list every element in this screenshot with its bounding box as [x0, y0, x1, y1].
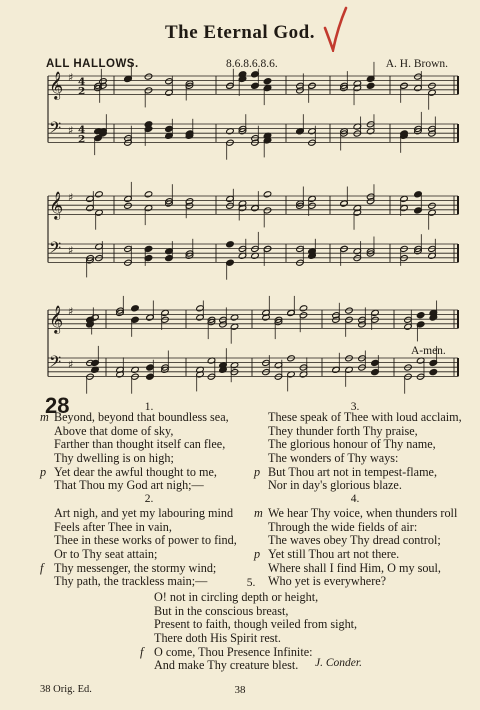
note-head — [124, 202, 132, 209]
verse-line-text: O come, Thou Presence Infinite: — [154, 644, 313, 659]
treble-clef: 𝄞 — [49, 305, 64, 333]
verse-line — [140, 632, 357, 646]
verse-line — [254, 534, 464, 548]
key-signature-sharp: ♯ — [68, 305, 74, 318]
verse-line — [254, 562, 464, 576]
verse-line — [140, 605, 357, 619]
verse-line-text: Present to faith, though veiled from sight, — [154, 617, 358, 632]
dynamic-marking: p — [254, 546, 261, 561]
verse-line — [40, 521, 260, 535]
verses-right-column — [254, 410, 464, 589]
verse-number: 5. — [246, 577, 256, 589]
dynamic-marking: p — [40, 464, 47, 479]
verse-line-text: Yet still Thou art not there. — [268, 546, 400, 561]
dynamic-marking: m — [40, 410, 49, 424]
note-head — [345, 307, 353, 314]
verse-line — [140, 618, 357, 632]
verse-line — [254, 452, 464, 466]
verse-line — [40, 425, 260, 439]
verse-line-text: But Thou art not in tempest-flame, — [268, 464, 438, 479]
dynamic-marking: m — [254, 505, 263, 520]
verse-line — [254, 411, 464, 425]
verse-line-text: But in the conscious breast, — [154, 603, 289, 618]
bass-clef: 𝄢 — [49, 239, 62, 261]
dynamic-marking: f — [40, 560, 44, 575]
verse-line — [40, 479, 260, 493]
verse-line — [254, 507, 464, 521]
verse-line — [40, 507, 260, 521]
verse-line-text: Through the wide fields of air: — [268, 519, 418, 534]
verse-line-text: Or to Thy seat attain; — [54, 546, 158, 561]
verse-2 — [40, 507, 260, 589]
verse-line-text: The waves obey Thy dread control; — [268, 533, 441, 548]
note-head — [366, 82, 374, 89]
verse-line-text: Beyond, beyond that boundless sea, — [54, 410, 229, 424]
verse-line-text: And make Thy creature blest. — [154, 658, 299, 673]
treble-clef: 𝄞 — [49, 191, 64, 219]
verse-line-text: O! not in circling depth or height, — [154, 590, 319, 604]
time-signature: 2 — [78, 133, 86, 146]
verse-line — [254, 466, 464, 480]
key-signature-sharp: ♯ — [68, 358, 74, 371]
time-signature: 4 — [78, 76, 86, 88]
bass-clef: 𝄢 — [49, 119, 62, 141]
verse-line-text: Yet dear the awful thought to me, — [54, 464, 217, 479]
page-title: The Eternal God. — [165, 22, 315, 43]
verse-line — [40, 411, 260, 425]
key-signature-sharp: ♯ — [68, 124, 74, 137]
verse-line-text: Thy messenger, the stormy wind; — [54, 560, 217, 575]
note-head — [263, 191, 271, 198]
verse-line-text: The glorious honour of Thy name, — [268, 437, 436, 452]
verse-line-text: Thy path, the trackless main;— — [54, 574, 208, 589]
note-head — [226, 241, 234, 248]
verse-line — [140, 591, 357, 605]
verse-line-text: That Thou my God art nigh;— — [54, 478, 204, 493]
verse-line — [40, 548, 260, 562]
note-head — [131, 305, 139, 312]
page-number: 38 — [234, 684, 246, 696]
note-head — [308, 82, 316, 89]
verse-line — [254, 521, 464, 535]
verse-line-text: They thunder forth Thy praise, — [268, 423, 418, 438]
note-head — [428, 202, 436, 209]
verse-line-text: Nor in day's glorious blaze. — [268, 478, 402, 493]
verse-line-text: Above that dome of sky, — [54, 423, 174, 438]
tune-meter: 8.6.8.6.8.6. — [226, 58, 278, 70]
verse-number: 3. — [350, 401, 360, 413]
verse-line-text: Thy dwelling is on high; — [54, 451, 174, 466]
verse-4 — [254, 507, 464, 589]
key-signature-sharp: ♯ — [68, 71, 74, 84]
treble-clef: 𝄞 — [49, 71, 64, 99]
verses-left-column — [40, 410, 260, 589]
note-head — [299, 305, 307, 312]
verse-line-text: We hear Thy voice, when thunders roll — [268, 505, 458, 520]
verse-line — [254, 548, 464, 562]
verse-line — [40, 466, 260, 480]
tune-name: ALL HALLOWS. — [46, 58, 139, 70]
key-signature-sharp: ♯ — [68, 244, 74, 257]
verse-number: 4. — [350, 493, 360, 506]
note-head — [263, 78, 271, 85]
note-head — [416, 312, 424, 319]
note-head — [226, 82, 234, 89]
verse-line — [254, 479, 464, 493]
verse-line — [40, 438, 260, 452]
verse-line-text: The wonders of Thy ways: — [268, 451, 399, 466]
tune-composer: A. H. Brown. — [385, 58, 448, 70]
verse-line-text: Art nigh, and yet my labouring mind — [54, 505, 234, 520]
verse-line — [40, 562, 260, 576]
hymn-number: 28 — [45, 393, 70, 418]
note-head — [144, 73, 152, 80]
verse-number: 1. — [144, 401, 154, 413]
note-head — [429, 369, 437, 376]
note-head — [428, 82, 436, 89]
footnote: 38 Orig. Ed. — [40, 684, 92, 695]
verse-line — [40, 452, 260, 466]
verse-line-text: There doth His Spirit rest. — [154, 631, 281, 646]
verse-line-text: Who yet is everywhere? — [268, 574, 387, 589]
note-head — [144, 191, 152, 198]
verse-line-text: Where shall I find Him, O my soul, — [268, 560, 441, 575]
amen-text: A-men. — [411, 345, 446, 357]
author-attribution: J. Conder. — [315, 657, 362, 669]
verse-number: 2. — [144, 493, 154, 506]
time-signature: 2 — [78, 85, 86, 98]
verse-1 — [40, 411, 260, 493]
verse-line — [40, 534, 260, 548]
verse-line-text: Feels after Thee in vain, — [54, 519, 172, 534]
verse-line — [254, 575, 464, 589]
bass-clef: 𝄢 — [49, 353, 62, 375]
dynamic-marking: f — [140, 644, 144, 659]
dynamic-marking: p — [254, 464, 261, 479]
verse-line-text: Farther than thought itself can flee, — [54, 437, 226, 452]
verse-line — [254, 425, 464, 439]
time-signature: 4 — [78, 124, 86, 136]
verse-line-text: These speak of Thee with loud acclaim, — [268, 410, 462, 424]
note-head — [400, 82, 408, 89]
note-head — [95, 191, 103, 198]
verse-line-text: Thee in these works of power to find, — [54, 533, 237, 548]
verse-line — [254, 438, 464, 452]
verse-line — [40, 575, 260, 589]
key-signature-sharp: ♯ — [68, 191, 74, 204]
verse-3 — [254, 411, 464, 493]
